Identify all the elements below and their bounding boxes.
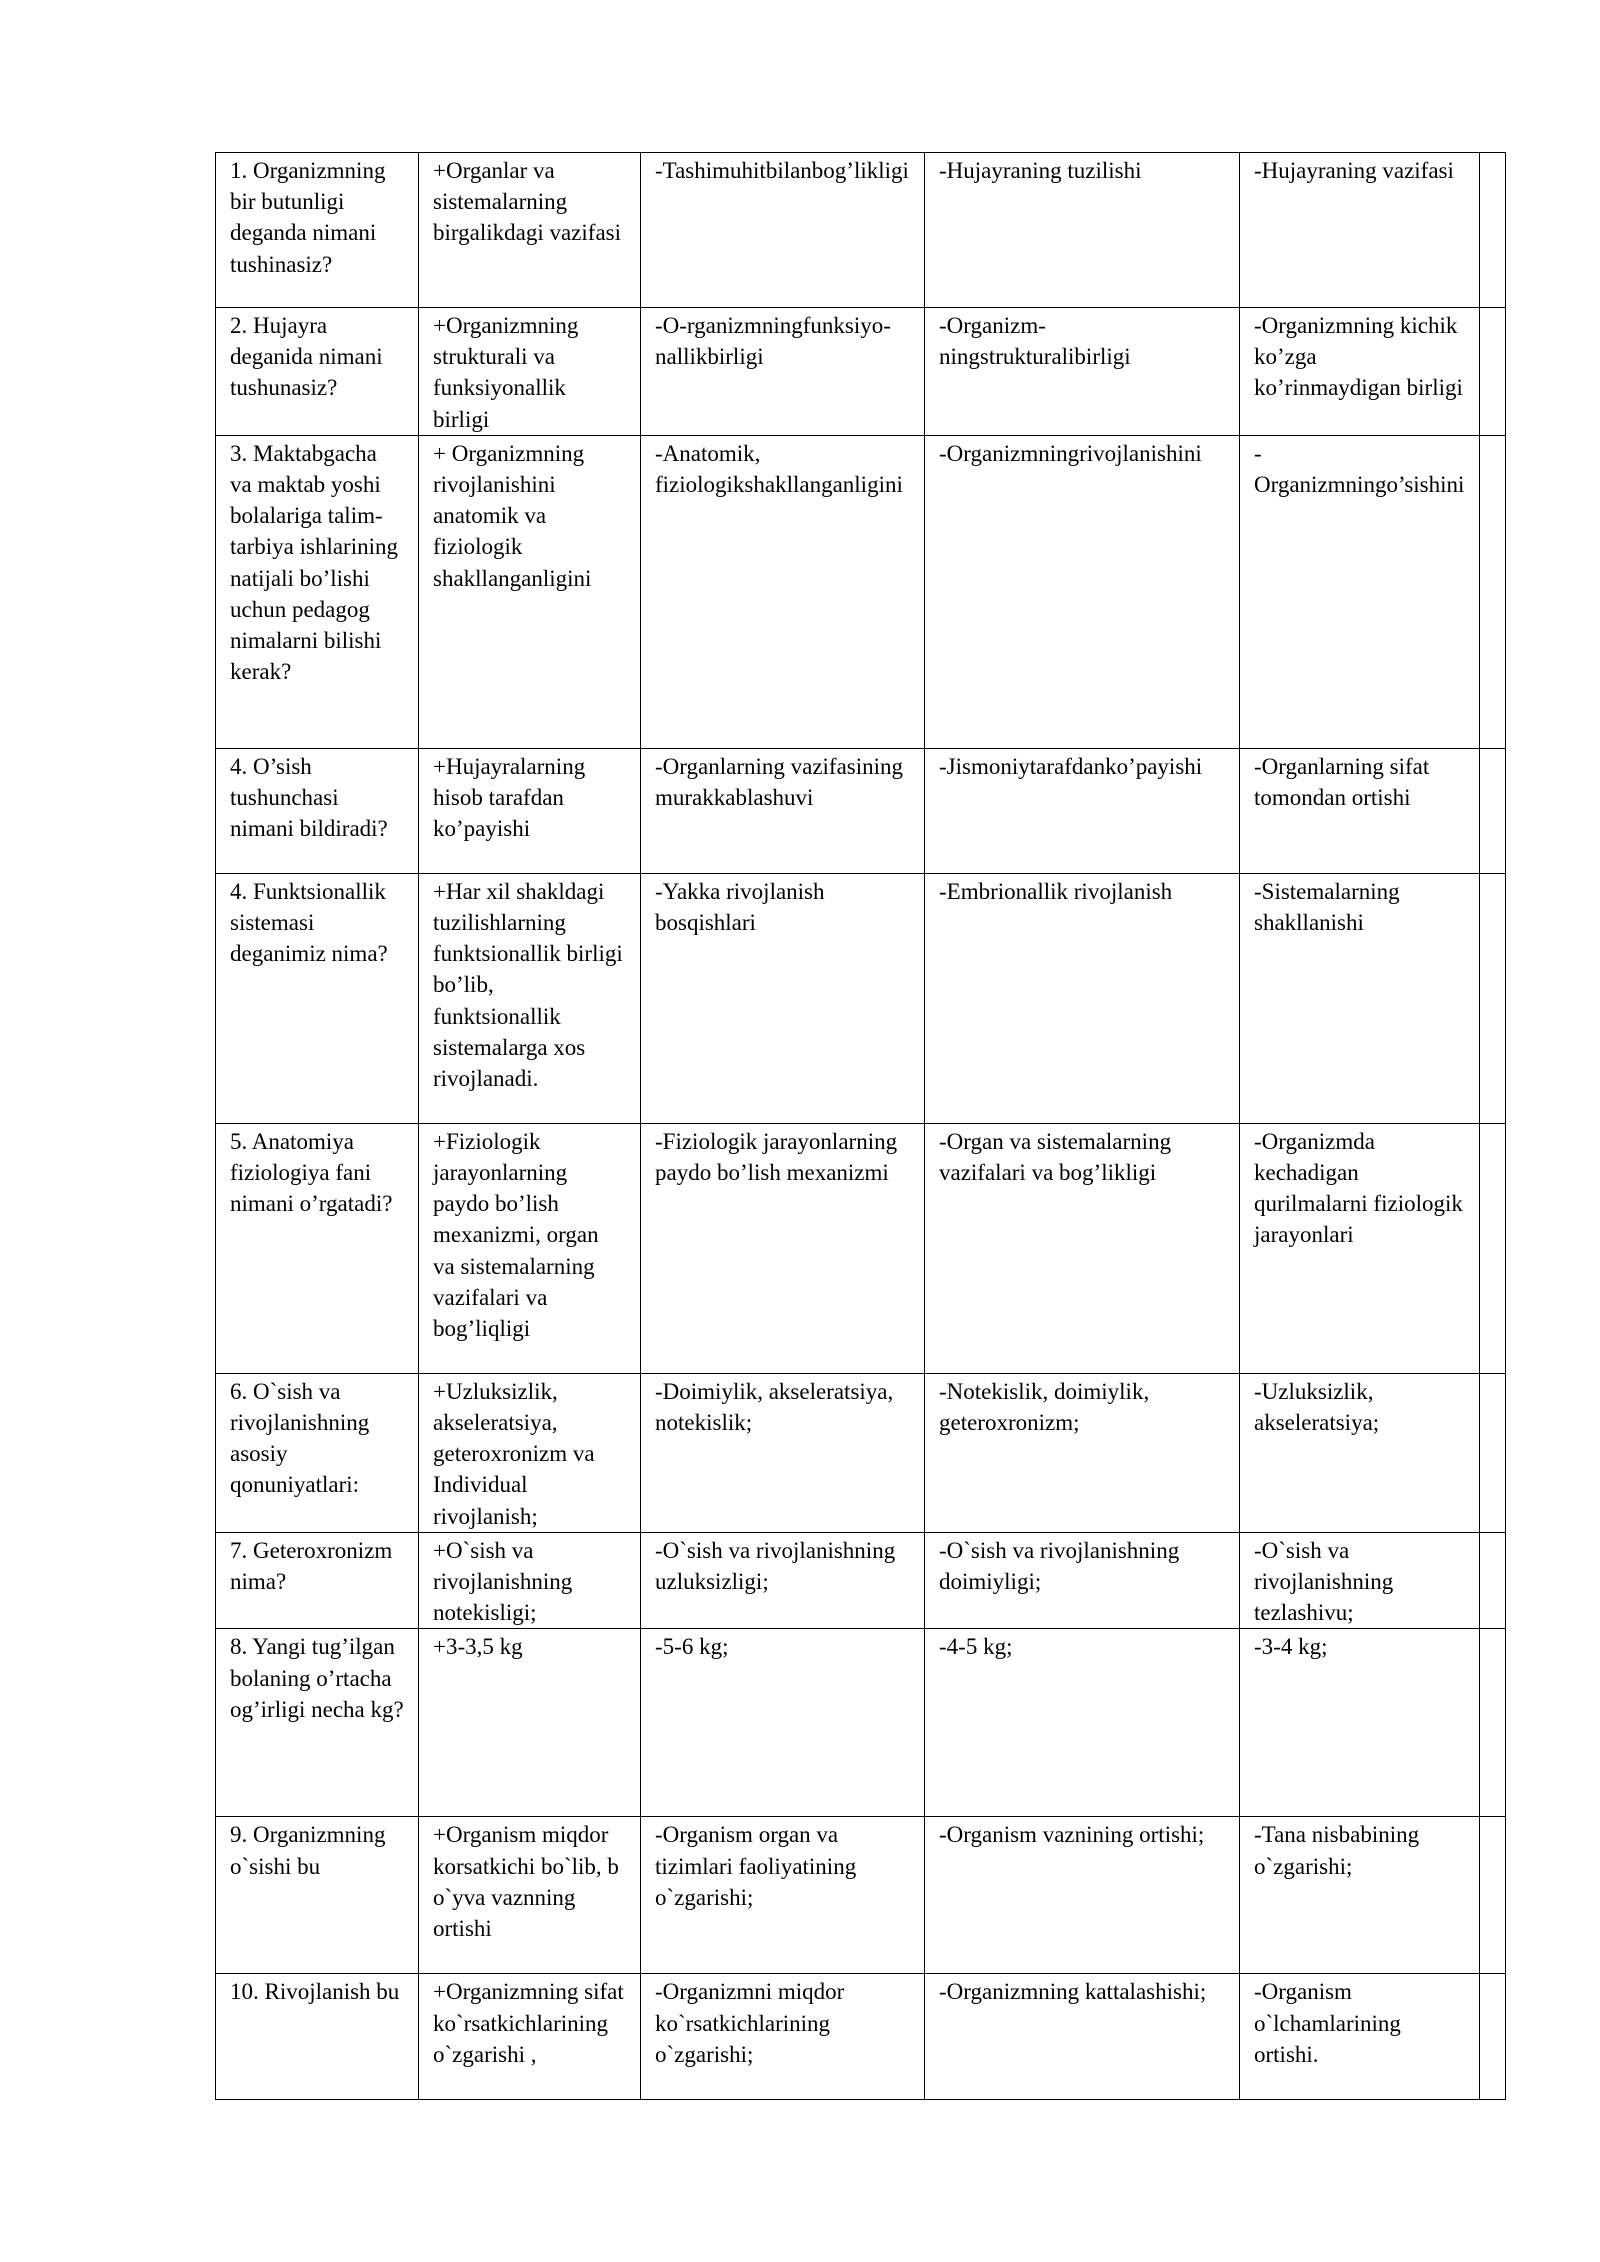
option-cell: -Tashimuhitbilanbog’likligi <box>641 153 925 308</box>
correct-answer-cell: +Organlar va sistemalarning birgalikdagi vazifasi <box>419 153 641 308</box>
option-cell: -Organizm-ningstrukturalibirligi <box>925 308 1240 436</box>
question-cell: 9. Organizmning o`sishi bu <box>216 1817 419 1974</box>
option-cell: -Embrionallik rivojlanish <box>925 873 1240 1123</box>
question-cell: 3. Maktabgacha va maktab yoshi bolalariga talim-tarbiya ishlarining natijali bo’lishi uchun pedagog nimalarni bilishi kerak? <box>216 435 419 748</box>
option-cell: -Organizmda kechadigan qurilmalarni fiziologik jarayonlari <box>1240 1123 1480 1373</box>
option-cell: -Organism organ va tizimlari faoliyatining o`zgarishi; <box>641 1817 925 1974</box>
question-cell: 6. O`sish va rivojlanishning asosiy qonuniyatlari: <box>216 1373 419 1532</box>
empty-cell <box>1480 435 1506 748</box>
table-row <box>216 1629 1506 1817</box>
table-row <box>216 308 1506 436</box>
option-cell: -Organlarning sifat tomondan ortishi <box>1240 748 1480 873</box>
question-cell: 1. Organizmning bir butunligi deganda nimani tushinasiz? <box>216 153 419 308</box>
option-cell: -Uzluksizlik, akseleratsiya; <box>1240 1373 1480 1532</box>
option-cell: -Sistemalarning shakllanishi <box>1240 873 1480 1123</box>
option-cell: -Jismoniytarafdanko’payishi <box>925 748 1240 873</box>
empty-cell <box>1480 1123 1506 1373</box>
option-cell: -4-5 kg; <box>925 1629 1240 1817</box>
question-cell: 7. Geteroxronizm nima? <box>216 1532 419 1629</box>
option-cell: -Notekislik, doimiylik, geteroxronizm; <box>925 1373 1240 1532</box>
option-cell: -Organizmning kichik ko’zga ko’rinmaydigan birligi <box>1240 308 1480 436</box>
empty-cell <box>1480 1532 1506 1629</box>
question-cell: 2. Hujayra deganida nimani tushunasiz? <box>216 308 419 436</box>
table-row <box>216 1532 1506 1629</box>
empty-cell <box>1480 873 1506 1123</box>
table-row <box>216 1123 1506 1373</box>
option-cell: -O`sish va rivojlanishning doimiyligi; <box>925 1532 1240 1629</box>
empty-cell <box>1480 1629 1506 1817</box>
option-cell: -Organizmningrivojlanishini <box>925 435 1240 748</box>
correct-answer-cell: +3-3,5 kg <box>419 1629 641 1817</box>
option-cell: -O-rganizmningfunksiyo-nallikbirligi <box>641 308 925 436</box>
option-cell: -Yakka rivojlanish bosqishlari <box>641 873 925 1123</box>
question-cell: 10. Rivojlanish bu <box>216 1974 419 2100</box>
option-cell: -Doimiylik, akseleratsiya, notekislik; <box>641 1373 925 1532</box>
correct-answer-cell: +Fiziologik jarayonlarning paydo bo’lish mexanizmi, organ va sistemalarning vazifalari va bog’liqligi <box>419 1123 641 1373</box>
table-row <box>216 153 1506 308</box>
question-cell: 8. Yangi tug’ilgan bolaning o’rtacha og’irligi necha kg? <box>216 1629 419 1817</box>
option-cell: -Organlarning vazifasining murakkablashuvi <box>641 748 925 873</box>
empty-cell <box>1480 308 1506 436</box>
option-cell: -Organizmning kattalashishi; <box>925 1974 1240 2100</box>
quiz-table <box>215 152 1506 2100</box>
correct-answer-cell: +Organizmning sifat ko`rsatkichlarining o`zgarishi , <box>419 1974 641 2100</box>
question-cell: 5. Anatomiya fiziologiya fani nimani o’rgatadi? <box>216 1123 419 1373</box>
empty-cell <box>1480 1817 1506 1974</box>
option-cell: -Hujayraning tuzilishi <box>925 153 1240 308</box>
question-cell: 4. O’sish tushunchasi nimani bildiradi? <box>216 748 419 873</box>
option-cell: -Tana nisbabining o`zgarishi; <box>1240 1817 1480 1974</box>
correct-answer-cell: +Hujayralarning hisob tarafdan ko’payishi <box>419 748 641 873</box>
option-cell: -Organizmni miqdor ko`rsatkichlarining o`zgarishi; <box>641 1974 925 2100</box>
correct-answer-cell: +Organism miqdor korsatkichi bo`lib, b o`yva vaznning ortishi <box>419 1817 641 1974</box>
empty-cell <box>1480 153 1506 308</box>
option-cell: -3-4 kg; <box>1240 1629 1480 1817</box>
empty-cell <box>1480 1373 1506 1532</box>
option-cell: -Hujayraning vazifasi <box>1240 153 1480 308</box>
correct-answer-cell: + Organizmning rivojlanishini anatomik va fiziologik shakllanganligini <box>419 435 641 748</box>
option-cell: -Organizmningo’sishini <box>1240 435 1480 748</box>
option-cell: -O`sish va rivojlanishning uzluksizligi; <box>641 1532 925 1629</box>
empty-cell <box>1480 748 1506 873</box>
correct-answer-cell: +O`sish va rivojlanishning notekisligi; <box>419 1532 641 1629</box>
correct-answer-cell: +Har xil shakldagi tuzilishlarning funktsionallik birligi bo’lib, funktsionallik sistemalarga xos rivojlanadi. <box>419 873 641 1123</box>
correct-answer-cell: +Organizmning strukturali va funksiyonallik birligi <box>419 308 641 436</box>
option-cell: -Organism vaznining ortishi; <box>925 1817 1240 1974</box>
question-cell: 4. Funktsionallik sistemasi deganimiz nima? <box>216 873 419 1123</box>
option-cell: -Organism o`lchamlarining ortishi. <box>1240 1974 1480 2100</box>
table-row <box>216 748 1506 873</box>
option-cell: -Fiziologik jarayonlarning paydo bo’lish mexanizmi <box>641 1123 925 1373</box>
correct-answer-cell: +Uzluksizlik, akseleratsiya, geteroxronizm va Individual rivojlanish; <box>419 1373 641 1532</box>
option-cell: -5-6 kg; <box>641 1629 925 1817</box>
option-cell: -Organ va sistemalarning vazifalari va bog’likligi <box>925 1123 1240 1373</box>
table-row <box>216 435 1506 748</box>
table-row <box>216 1974 1506 2100</box>
table-row <box>216 873 1506 1123</box>
option-cell: -O`sish va rivojlanishning tezlashivu; <box>1240 1532 1480 1629</box>
empty-cell <box>1480 1974 1506 2100</box>
option-cell: -Anatomik, fiziologikshakllanganligini <box>641 435 925 748</box>
table-row <box>216 1373 1506 1532</box>
table-row <box>216 1817 1506 1974</box>
